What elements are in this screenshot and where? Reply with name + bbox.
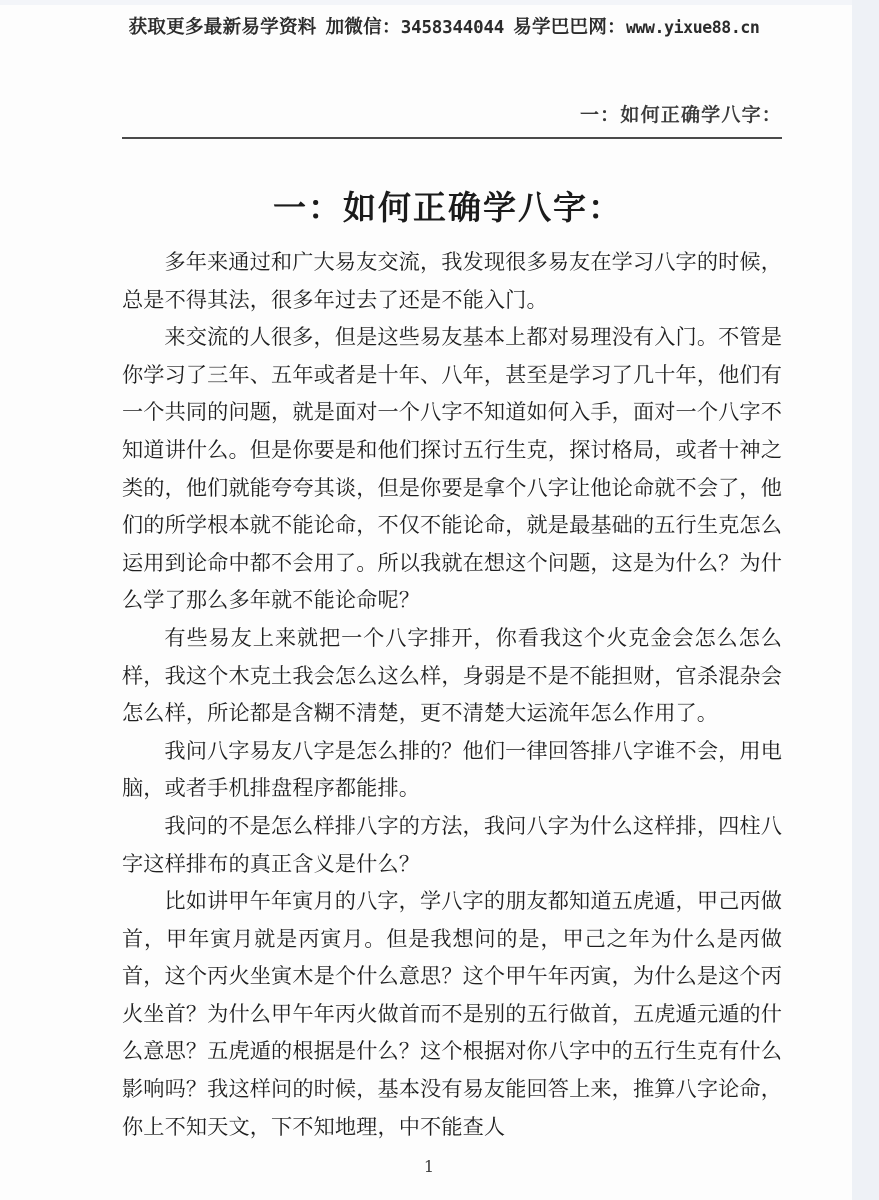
body-paragraph: 来交流的人很多，但是这些易友基本上都对易理没有入门。不管是你学习了三年、五年或者是十年、八年，甚至是学习了几十年，他们有一个共同的问题，就是面对一个八字不知道如何入手，面对一个八字不知道讲什么。但是你要是和他们探讨五行生克，探讨格局，或者十神之类的，他们就能夸夸其谈，但是你要是拿个八字让他论命就不会了，他们的所学根本就不能论命，不仅不能论命，就是最基础的五行生克怎么运用到论命中都不会用了。所以我就在想这个问题，这是为什么？为什么学了那么多年就不能论命呢？ [122, 324, 782, 613]
body-paragraph: 我问的不是怎么样排八字的方法，我问八字为什么这样排，四柱八字这样排布的真正含义是什么？ [122, 812, 782, 876]
promo-wechat-number: 3458344044 [400, 18, 505, 38]
promo-banner [0, 12, 852, 40]
running-header-text: 一：如何正确学八字： [579, 104, 782, 126]
promo-site-url: www.yixue88.cn [625, 18, 760, 37]
promo-banner-content [129, 13, 760, 39]
body-text-column [122, 243, 782, 1145]
body-paragraph: 我问八字易友八字是怎么排的？他们一律回答排八字谁不会，用电脑，或者手机排盘程序都能排。 [122, 737, 782, 801]
body-paragraph: 有些易友上来就把一个八字排开，你看我这个火克金会怎么怎么样，我这个木克土我会怎么这么样，身弱是不是不能担财，官杀混杂会怎么样，所论都是含糊不清楚，更不清楚大运流年怎么作用了。 [122, 624, 782, 726]
page-number: 1 [423, 1157, 435, 1176]
running-header [122, 100, 782, 127]
promo-site-label: 易学巴巴网： [513, 17, 626, 38]
header-divider-rule [122, 137, 782, 139]
promo-resource-label: 获取更多最新易学资料 [128, 17, 317, 38]
page-right-gutter [852, 0, 879, 1200]
page-top-edge [0, 0, 852, 5]
body-paragraph: 多年来通过和广大易友交流，我发现很多易友在学习八字的时候，总是不得其法，很多年过去了还是不能入门。 [122, 249, 782, 312]
body-paragraph: 比如讲甲午年寅月的八字，学八字的朋友都知道五虎遁，甲己丙做首，甲年寅月就是丙寅月。但是我想问的是，甲己之年为什么是丙做首，这个丙火坐寅木是个什么意思？这个甲午年丙寅，为什么是这个丙火坐首？为什么甲午年丙火做首而不是别的五行做首，五虎遁元遁的什么意思？五虎遁的根据是什么？这个根据对你八字中的五行生克有什么影响吗？我这样问的时候，基本没有易友能回答上来，推算八字论命，你上不知天文，下不知地理，中不能查人 [122, 888, 782, 1139]
chapter-title: 一：如何正确学八字： [273, 188, 623, 227]
promo-wechat-label: 加微信： [325, 17, 401, 38]
